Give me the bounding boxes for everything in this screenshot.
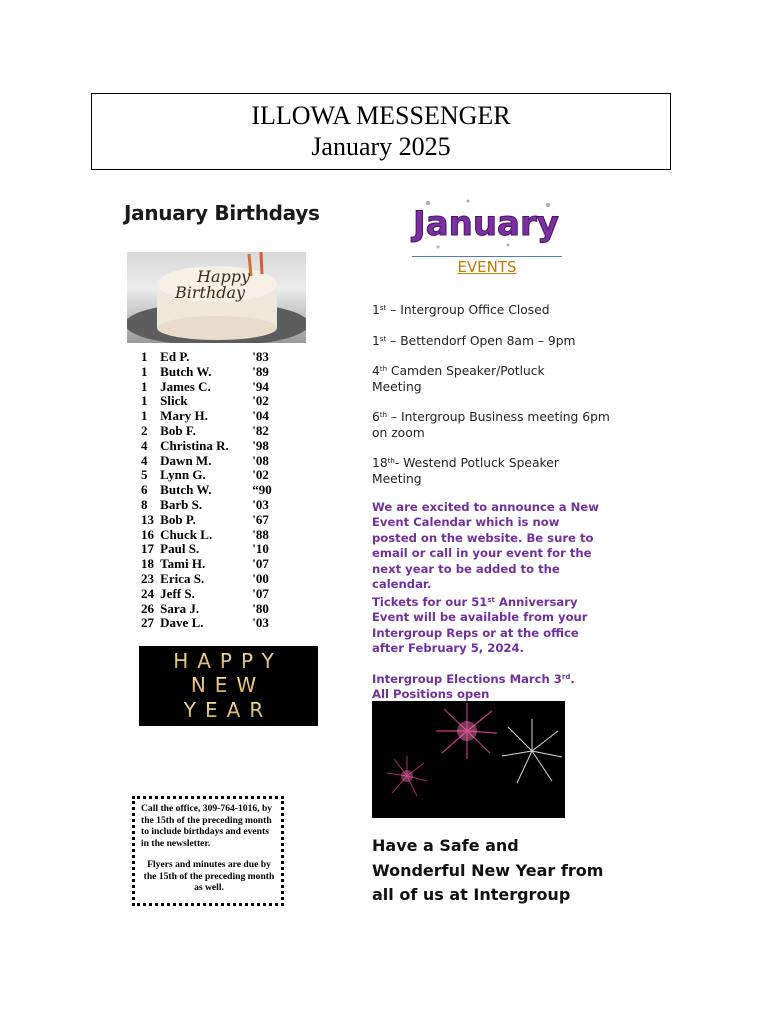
birthday-year: '67 bbox=[252, 511, 269, 527]
birthday-row bbox=[141, 483, 281, 498]
birthday-year: “90 bbox=[252, 482, 272, 498]
elections-announcement: Intergroup Elections March 3rd. All Positions open bbox=[372, 672, 575, 702]
birthday-day: 2 bbox=[141, 422, 148, 438]
birthday-year: '82 bbox=[252, 422, 269, 438]
birthday-year: '07 bbox=[252, 585, 269, 601]
birthday-name: Dave L. bbox=[160, 615, 204, 631]
birthday-name: Slick bbox=[160, 393, 188, 409]
calendar-announcement: We are excited to announce a New Event Calendar which is now posted on the website. Be sure to email or call in your event for the next year to be added to the calendar. bbox=[372, 500, 599, 592]
birthday-name: Sara J. bbox=[160, 600, 200, 616]
january-banner bbox=[408, 195, 564, 255]
birthday-day: 1 bbox=[141, 363, 148, 379]
event-item: 1st – Intergroup Office Closed bbox=[372, 303, 550, 317]
hny-new: NEW bbox=[190, 673, 266, 697]
birthday-day: 13 bbox=[141, 511, 154, 527]
birthday-row bbox=[141, 454, 281, 469]
birthday-year: '07 bbox=[252, 556, 269, 572]
january-word: January bbox=[413, 204, 559, 244]
birthday-year: '02 bbox=[252, 393, 269, 409]
birthday-name: Bob F. bbox=[160, 422, 196, 438]
birthday-row bbox=[141, 350, 281, 365]
birthday-day: 6 bbox=[141, 482, 148, 498]
birthday-year: '03 bbox=[252, 615, 269, 631]
birthday-row bbox=[141, 424, 281, 439]
notice-box bbox=[132, 796, 284, 906]
birthday-day: 1 bbox=[141, 349, 148, 364]
birthday-year: '10 bbox=[252, 541, 269, 557]
birthday-name: Christina R. bbox=[160, 437, 229, 453]
birthday-year: '02 bbox=[252, 467, 269, 483]
happy-new-year-image bbox=[139, 646, 318, 726]
birthday-row bbox=[141, 380, 281, 395]
birthday-year: '04 bbox=[252, 408, 269, 424]
birthdays-title: January Birthdays bbox=[124, 201, 320, 225]
birthday-year: '89 bbox=[252, 363, 269, 379]
birthday-year: '00 bbox=[252, 570, 269, 586]
birthday-name: Butch W. bbox=[160, 363, 212, 379]
birthday-row bbox=[141, 439, 281, 454]
birthday-day: 26 bbox=[141, 600, 154, 616]
cake-text-2: Birthday bbox=[175, 283, 246, 302]
birthday-name: Butch W. bbox=[160, 482, 212, 498]
birthday-name: Dawn M. bbox=[160, 452, 212, 468]
birthday-row bbox=[141, 513, 281, 528]
birthday-year: '80 bbox=[252, 600, 269, 616]
birthday-day: 4 bbox=[141, 452, 148, 468]
birthday-name: Barb S. bbox=[160, 496, 203, 512]
birthday-row bbox=[141, 498, 281, 513]
hny-happy: HAPPY bbox=[173, 649, 283, 673]
birthday-row bbox=[141, 587, 281, 602]
birthday-name: Jeff S. bbox=[160, 585, 195, 601]
birthday-name: Erica S. bbox=[160, 570, 205, 586]
event-item: 4th Camden Speaker/Potluck Meeting bbox=[372, 364, 545, 394]
birthday-row bbox=[141, 542, 281, 557]
newsletter-header bbox=[91, 93, 671, 170]
hny-year: YEAR bbox=[183, 698, 273, 722]
event-item: 18th- Westend Potluck Speaker Meeting bbox=[372, 456, 559, 486]
birthday-name: Lynn G. bbox=[160, 467, 206, 483]
birthday-name: James C. bbox=[160, 378, 211, 394]
birthday-row bbox=[141, 365, 281, 380]
newsletter-title: ILLOWA MESSENGER bbox=[251, 101, 511, 130]
birthday-day: 16 bbox=[141, 526, 154, 542]
birthday-name: Ed P. bbox=[160, 349, 190, 364]
birthday-day: 27 bbox=[141, 615, 154, 631]
birthday-row bbox=[141, 616, 281, 631]
tickets-announcement: Tickets for our 51st Anniversary Event will be available from your Intergroup Reps or at the office after February 5, 2024. bbox=[372, 595, 588, 656]
birthday-day: 5 bbox=[141, 467, 148, 483]
events-heading bbox=[412, 256, 562, 278]
birthday-day: 18 bbox=[141, 556, 154, 572]
birthday-name: Chuck L. bbox=[160, 526, 213, 542]
birthday-row bbox=[141, 572, 281, 587]
birthday-row bbox=[141, 557, 281, 572]
birthday-day: 4 bbox=[141, 437, 148, 453]
event-item: 1st – Bettendorf Open 8am – 9pm bbox=[372, 334, 576, 348]
notice-paragraph-2: Flyers and minutes are due by the 15th of the preceding month as well. bbox=[143, 859, 275, 893]
birthday-year: '03 bbox=[252, 496, 269, 512]
newsletter-date: January 2025 bbox=[311, 132, 451, 161]
birthday-day: 1 bbox=[141, 408, 148, 424]
birthday-row bbox=[141, 468, 281, 483]
birthday-year: '98 bbox=[252, 437, 269, 453]
birthday-year: '83 bbox=[252, 349, 269, 364]
cake-text-1: Happy bbox=[197, 267, 251, 286]
birthday-name: Bob P. bbox=[160, 511, 196, 527]
event-item: 6th – Intergroup Business meeting 6pm on zoom bbox=[372, 410, 610, 440]
notice-paragraph-1: Call the office, 309-764-1016, by the 15th of the preceding month to include birthdays and events in the newsletter. bbox=[141, 803, 273, 849]
birthday-day: 24 bbox=[141, 585, 154, 601]
birthday-day: 17 bbox=[141, 541, 154, 557]
birthday-list bbox=[141, 350, 281, 631]
birthday-day: 8 bbox=[141, 496, 148, 512]
birthday-row bbox=[141, 394, 281, 409]
closing-message: Have a Safe and Wonderful New Year from all of us at Intergroup bbox=[372, 836, 604, 904]
fireworks-image bbox=[372, 701, 565, 818]
birthday-year: '08 bbox=[252, 452, 269, 468]
birthday-day: 1 bbox=[141, 393, 148, 409]
birthday-day: 1 bbox=[141, 378, 148, 394]
birthday-year: '88 bbox=[252, 526, 269, 542]
birthday-row bbox=[141, 602, 281, 617]
events-heading-text: EVENTS bbox=[457, 258, 517, 276]
birthday-name: Mary H. bbox=[160, 408, 208, 424]
birthday-row bbox=[141, 409, 281, 424]
birthday-cake-image bbox=[127, 252, 306, 343]
birthday-year: '94 bbox=[252, 378, 269, 394]
birthday-name: Tami H. bbox=[160, 556, 206, 572]
birthday-row bbox=[141, 528, 281, 543]
birthday-name: Paul S. bbox=[160, 541, 200, 557]
birthday-day: 23 bbox=[141, 570, 154, 586]
